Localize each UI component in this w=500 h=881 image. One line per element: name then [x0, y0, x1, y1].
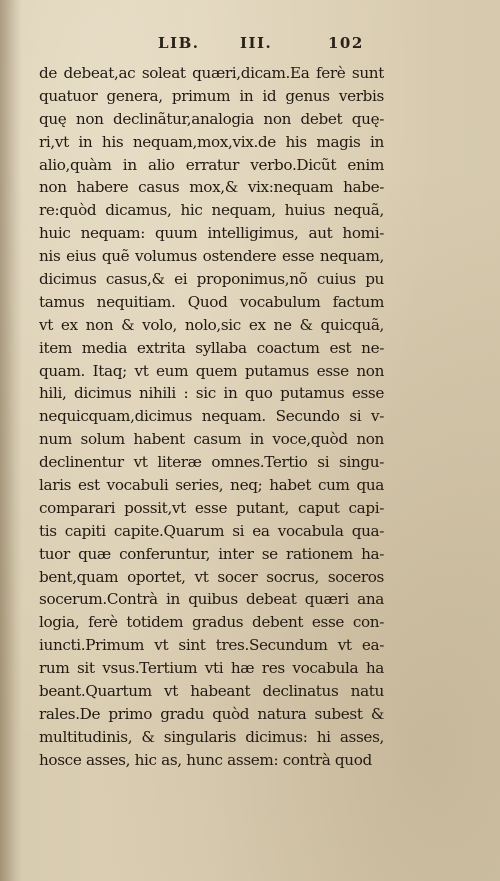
text-line: iuncti.Primum vt sint tres.Secundum vt ea-: [39, 636, 384, 655]
text-line: tamus nequitiam. Quod vocabulum factum: [39, 292, 384, 311]
text-line: rum sit vsus.Tertium vti hæ res vocabula ha: [39, 659, 384, 678]
text-line: quę non declinãtur,analogia non debet quę-: [39, 109, 384, 128]
text-line: hili, dicimus nihili : sic in quo putamus esse: [39, 384, 384, 403]
body-text: [39, 62, 384, 772]
page-number: 102: [328, 34, 364, 52]
text-line: multitudinis, & singularis dicimus: hi asses,: [39, 727, 384, 746]
text-line: socerum.Contrà in quibus debeat quæri ana: [39, 590, 384, 609]
text-line: alio,quàm in alio erratur verbo.Dicũt enim: [39, 155, 384, 174]
text-line: nis eius quẽ volumus ostendere esse nequam,: [39, 247, 384, 266]
text-line: quam. Itaq; vt eum quem putamus esse non: [39, 361, 384, 380]
text-line: de debeat,ac soleat quæri,dicam.Ea ferè sunt: [39, 64, 384, 82]
text-line: tuor quæ conferuntur, inter se rationem ha-: [39, 544, 384, 563]
text-line: dicimus casus,& ei proponimus,nõ cuius pu: [39, 270, 384, 289]
page-gutter-shadow: [0, 0, 22, 881]
text-line: hosce asses, hic as, hunc assem: contrà quod: [39, 750, 372, 769]
text-line: num solum habent casum in voce,quòd non: [39, 430, 384, 449]
text-line: beant.Quartum vt habeant declinatus natu: [39, 682, 384, 701]
text-line: tis capiti capite.Quarum si ea vocabula qua-: [39, 521, 384, 540]
header-book-label: LIB.: [158, 34, 200, 52]
text-line: logia, ferè totidem gradus debent esse con-: [39, 613, 384, 632]
text-line: quatuor genera, primum in id genus verbis: [39, 86, 384, 105]
header-book-number: III.: [240, 34, 273, 52]
running-header: [158, 34, 378, 56]
text-line: rales.De primo gradu quòd natura subest &: [39, 704, 384, 723]
text-line: ri,vt in his nequam,mox,vix.de his magis in: [39, 132, 384, 151]
text-line: huic nequam: quum intelligimus, aut homi-: [39, 224, 384, 243]
text-line: nequicquam,dicimus nequam. Secundo si v-: [39, 407, 384, 426]
text-line: bent,quam oportet, vt socer socrus, soceros: [39, 567, 384, 586]
text-line: non habere casus mox,& vix:nequam habe-: [39, 178, 384, 197]
text-line: laris est vocabuli series, neq; habet cum qua: [39, 476, 384, 495]
text-line: item media extrita syllaba coactum est ne-: [39, 338, 384, 357]
text-line: declinentur vt literæ omnes.Tertio si singu-: [39, 453, 384, 472]
text-line: vt ex non & volo, nolo,sic ex ne & quicquã,: [39, 315, 384, 334]
text-line: comparari possit,vt esse putant, caput capi-: [39, 498, 384, 517]
text-line: re:quòd dicamus, hic nequam, huius nequã,: [39, 201, 384, 220]
